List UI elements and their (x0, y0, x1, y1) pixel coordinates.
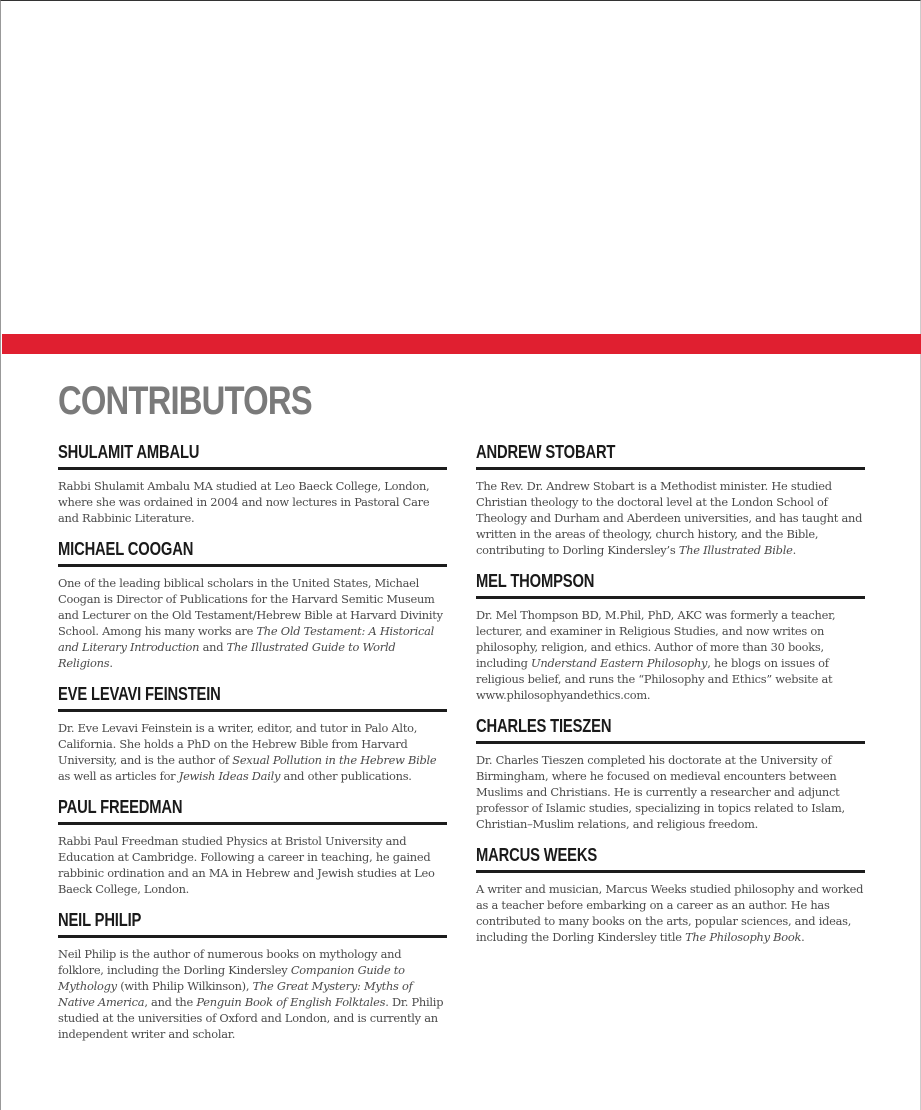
contributor-name: CHARLES TIESZEN (476, 716, 612, 736)
contributor-entry (58, 439, 447, 526)
contributor-name: EVE LEVAVI FEINSTEIN (58, 684, 221, 704)
bio-text: One of the leading biblical scholars in the United States, Michael Coogan is Director of Publications for the Harvard Semitic Museum and Lecturer on the Old Testament/Hebrew Bible at Harvard Divinity School. Among his many works are (58, 576, 443, 638)
divider-rule (58, 467, 447, 470)
contributor-bio (476, 752, 865, 832)
contributor-bio (58, 478, 447, 526)
bio-text: Dr. Charles Tieszen completed his doctorate at the University of Birmingham, where he focused on medieval encounters between Muslims and Christians. He is currently a researcher and adjunct professor of Islamic studies, specializing in topics related to Islam, Christian–Muslim relations, and religious freedom. (476, 753, 845, 831)
book-title: The Old Testament: A Historical and Literary Introduction (58, 624, 435, 654)
bio-text: The Rev. Dr. Andrew Stobart is a Methodist minister. He studied Christian theology to the doctoral level at the London School of Theology and Durham and Aberdeen universities, and has taught and written in the areas of theology, church history, and the Bible, contributing to Dorling Kindersley’s (476, 479, 863, 557)
bio-text: and other publications. (280, 769, 412, 783)
contributor-entry (58, 681, 447, 784)
bio-text: Rabbi Shulamit Ambalu MA studied at Leo Baeck College, London, where she was ordained in 2004 and now lectures in Pastoral Care and Rabbinic Literature. (58, 479, 430, 525)
bio-text: . (109, 656, 113, 670)
contributor-bio (58, 946, 447, 1042)
contributor-bio (476, 881, 865, 945)
bio-text: Neil Philip is the author of numerous books on mythology and folklore, including the Dorling Kindersley (58, 947, 402, 977)
contributor-name: ANDREW STOBART (476, 442, 616, 462)
bio-text: as well as articles for (58, 769, 179, 783)
contributor-name: MICHAEL COOGAN (58, 539, 194, 559)
divider-rule (476, 741, 865, 744)
book-title: Understand Eastern Philosophy (531, 656, 708, 670)
book-title: The Illustrated Bible (678, 543, 793, 557)
left-column (58, 439, 447, 1052)
bio-text: Dr. Mel Thompson BD, M.Phil, PhD, AKC was formerly a teacher, lecturer, and examiner in Religious Studies, and now writes on philosophy, religion, and ethics. Author of more than 30 books, including (476, 608, 836, 670)
divider-rule (476, 467, 865, 470)
bio-text: Dr. Eve Levavi Feinstein is a writer, editor, and tutor in Palo Alto, California. She holds a PhD on the Hebrew Bible from Harvard University, and is the author of (58, 721, 418, 767)
contributor-entry (58, 536, 447, 671)
contributor-entry (476, 568, 865, 703)
right-column (476, 439, 865, 955)
accent-bar (2, 334, 921, 354)
contributor-name: NEIL PHILIP (58, 910, 142, 930)
contributor-name: SHULAMIT AMBALU (58, 442, 200, 462)
bio-text: . (801, 930, 805, 944)
book-title: Jewish Ideas Daily (178, 769, 281, 783)
book-title: Sexual Pollution in the Hebrew Bible (232, 753, 437, 767)
contributor-entry (58, 794, 447, 897)
contributor-bio (476, 478, 865, 558)
bio-text: A writer and musician, Marcus Weeks studied philosophy and worked as a teacher before embarking on a career as an author. He has contributed to many books on the arts, popular sciences, and ideas, including the Dorling Kindersley title (476, 882, 864, 944)
contributor-entry (476, 842, 865, 945)
book-title: The Illustrated Guide to World Religions (58, 640, 396, 670)
contributor-bio (58, 575, 447, 671)
contributor-entry (58, 907, 447, 1042)
bio-text: , and the (144, 995, 197, 1009)
page-title: CONTRIBUTORS (58, 379, 312, 423)
bio-text: , he blogs on issues of religious belief, and runs the “Philosophy and Ethics” website at www.philosophyandethics.com. (476, 656, 833, 702)
contributor-name: PAUL FREEDMAN (58, 797, 183, 817)
book-title: Penguin Book of English Folktales (196, 995, 386, 1009)
contributor-bio (58, 720, 447, 784)
contributor-bio (58, 833, 447, 897)
divider-rule (58, 935, 447, 938)
divider-rule (58, 564, 447, 567)
bio-text: (with Philip Wilkinson), (116, 979, 253, 993)
book-title: The Philosophy Book (685, 930, 802, 944)
bio-text: . Dr. Philip studied at the universities of Oxford and London, and is currently an independent writer and scholar. (58, 995, 444, 1041)
contributor-entry (476, 713, 865, 832)
contributor-name: MEL THOMPSON (476, 571, 595, 591)
divider-rule (58, 822, 447, 825)
bio-text: and (199, 640, 227, 654)
bio-text: . (792, 543, 796, 557)
divider-rule (476, 596, 865, 599)
divider-rule (58, 709, 447, 712)
bio-text: Rabbi Paul Freedman studied Physics at Bristol University and Education at Cambridge. Following a career in teaching, he gained rabbinic ordination and an MA in Hebrew and Jewish studies at Leo Baeck College, London. (58, 834, 435, 896)
divider-rule (476, 870, 865, 873)
contributor-bio (476, 607, 865, 703)
book-title: The Great Mystery: Myths of Native America (58, 979, 413, 1009)
book-title: Companion Guide to Mythology (58, 963, 405, 993)
contributor-name: MARCUS WEEKS (476, 845, 598, 865)
contributor-entry (476, 439, 865, 558)
